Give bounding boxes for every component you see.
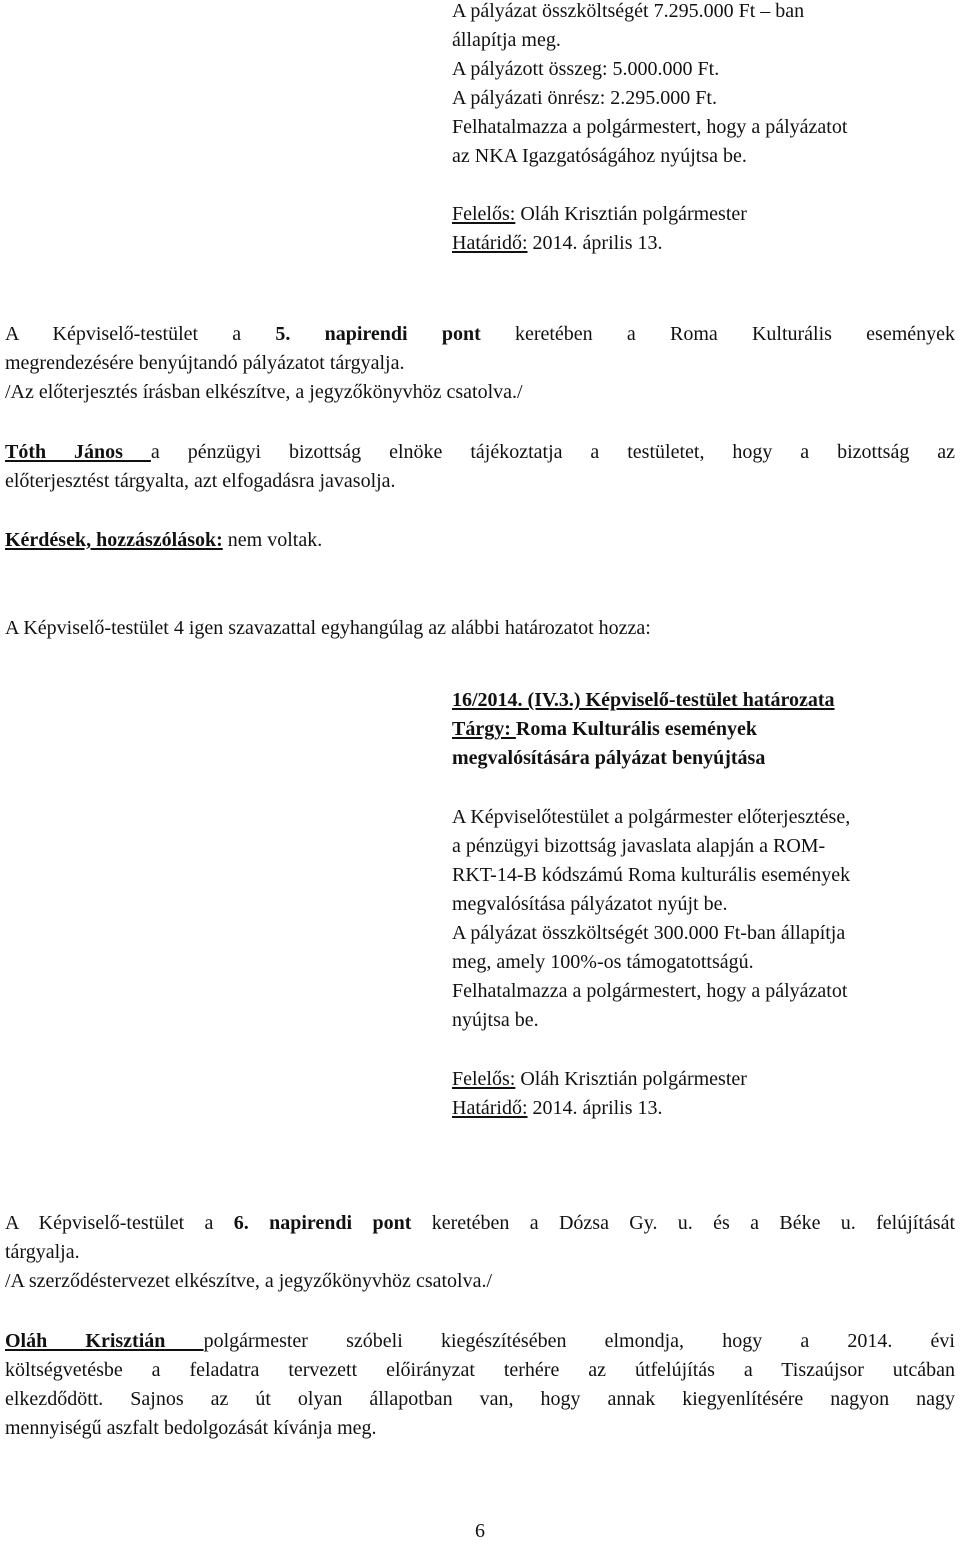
resolution-line: a pénzügyi bizottság javaslata alapján a ROM- [452, 835, 826, 857]
vote-line: A Képviselő-testület 4 igen szavazattal egyhangúlag az alábbi határozatot hozza: [5, 617, 651, 639]
agenda-5-line1 [5, 320, 955, 349]
resolution-line: A pályázat összköltségét 300.000 Ft-ban állapítja [452, 922, 846, 944]
deadline-line [452, 229, 952, 258]
agenda-6-prefix: A Képviselő-testület a [5, 1212, 234, 1234]
resolution-line: Felhatalmazza a polgármestert, hogy a pályázatot [452, 116, 848, 138]
deadline-value: 2014. április 13. [527, 232, 663, 254]
agenda-6-line2: tárgyalja. [5, 1241, 80, 1263]
resolution-16-body [452, 803, 957, 1035]
deadline-line [452, 1094, 957, 1123]
olah-line2: költségvetésbe a feladatra tervezett előirányzat terhére az útfelújítás a Tiszaújsor utcában [5, 1359, 955, 1381]
deadline-label: Határidő: [452, 232, 528, 254]
agenda-5-note: /Az előterjesztés írásban elkészítve, a jegyzőkönyvhöz csatolva./ [5, 381, 523, 403]
subject-label: Tárgy: [452, 718, 516, 740]
agenda-6-note: /A szerződéstervezet elkészítve, a jegyzőkönyvhöz csatolva./ [5, 1270, 493, 1292]
responsible-label: Felelős: [452, 203, 516, 225]
resolution-line: A Képviselőtestület a polgármester előterjesztése, [452, 806, 851, 828]
olah-line4: mennyiségű aszfalt bedolgozását kívánja meg. [5, 1417, 377, 1439]
speaker-name: Tóth János [5, 441, 151, 463]
resolution-line: meg, amely 100%-os támogatottságú. [452, 951, 754, 973]
agenda-6-rest: keretében a Dózsa Gy. u. és a Béke u. felújítását [411, 1212, 956, 1234]
deadline-label: Határidő: [452, 1097, 528, 1119]
resolution-line: A pályázott összeg: 5.000.000 Ft. [452, 58, 720, 80]
responsible-line [452, 1065, 957, 1094]
toth-rest: a pénzügyi bizottság elnöke tájékoztatja a testületet, hogy a bizottság az [150, 441, 956, 463]
agenda-5-point: 5. napirendi pont [275, 323, 481, 345]
resolution-line: nyújtsa be. [452, 1009, 539, 1031]
olah-line1 [5, 1327, 955, 1356]
responsible-label: Felelős: [452, 1068, 516, 1090]
subject-line1: Roma Kulturális események [515, 718, 757, 740]
resolution-top-body [452, 0, 952, 171]
resolution-16-header [452, 686, 957, 773]
resolution-subject-2: megvalósítására pályázat benyújtása [452, 747, 766, 769]
agenda-item-5 [5, 320, 955, 407]
resolution-line: A pályázati önrész: 2.295.000 Ft. [452, 87, 717, 109]
resolution-title: 16/2014. (IV.3.) Képviselő-testület határozata [452, 689, 835, 711]
toth-line1 [5, 438, 955, 467]
page-number: 6 [475, 1520, 485, 1542]
resolution-line: az NKA Igazgatóságához nyújtsa be. [452, 145, 747, 167]
responsible-block-top [452, 200, 952, 258]
agenda-5-line2: megrendezésére benyújtandó pályázatot tárgyalja. [5, 352, 405, 374]
questions-value: nem voltak. [222, 529, 323, 551]
agenda-5-rest: keretében a Roma Kulturális események [480, 323, 956, 345]
speaker-name: Oláh Krisztián [5, 1330, 204, 1352]
agenda-6-point: 6. napirendi pont [233, 1212, 412, 1234]
toth-line2: előterjesztést tárgyalta, azt elfogadásra javasolja. [5, 470, 396, 492]
questions-label: Kérdések, hozzászólások: [5, 529, 223, 551]
resolution-subject [452, 715, 957, 744]
questions-line [5, 526, 322, 555]
olah-rest: polgármester szóbeli kiegészítésében elmondja, hogy a 2014. évi [203, 1330, 955, 1352]
responsible-block-16 [452, 1065, 957, 1123]
responsible-value: Oláh Krisztián polgármester [515, 1068, 747, 1090]
resolution-line: állapítja meg. [452, 29, 561, 51]
resolution-line: Felhatalmazza a polgármestert, hogy a pályázatot [452, 980, 848, 1002]
resolution-line: RKT-14-B kódszámú Roma kulturális események [452, 864, 851, 886]
olah-line3: elkezdődött. Sajnos az út olyan állapotban van, hogy annak kiegyenlítésére nagyon nagy [5, 1388, 955, 1410]
resolution-line: megvalósítása pályázatot nyújt be. [452, 893, 728, 915]
agenda-5-prefix: A Képviselő-testület a [5, 323, 276, 345]
responsible-value: Oláh Krisztián polgármester [515, 203, 747, 225]
deadline-value: 2014. április 13. [527, 1097, 663, 1119]
responsible-line [452, 200, 952, 229]
resolution-line: A pályázat összköltségét 7.295.000 Ft – ban [452, 0, 805, 22]
agenda-6-line1 [5, 1209, 955, 1238]
olah-paragraph [5, 1327, 955, 1443]
toth-paragraph [5, 438, 955, 496]
agenda-item-6 [5, 1209, 955, 1296]
